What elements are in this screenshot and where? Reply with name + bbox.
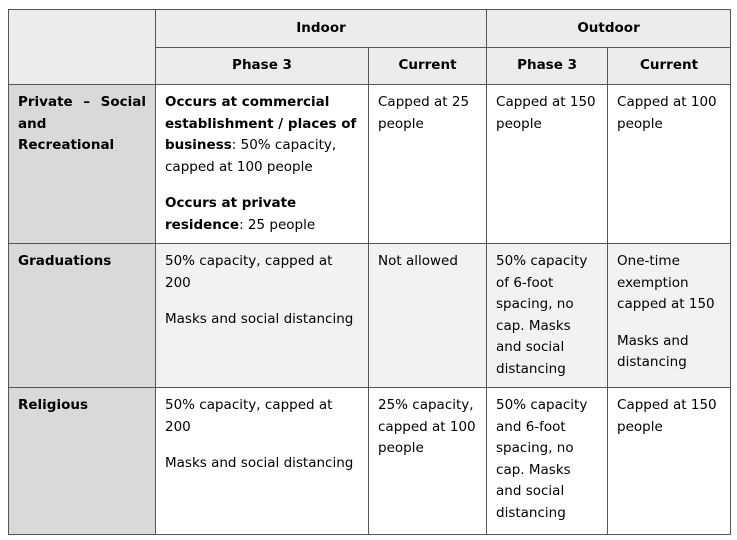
table-row: [9, 85, 731, 244]
header-corner-cell: [9, 10, 156, 85]
bold-text: Occurs at commercial establishment / places of business: [165, 94, 357, 153]
table-row: [9, 388, 731, 535]
row-label-religious: Religious: [9, 388, 156, 535]
cell-outdoor-phase3: 50% capacity of 6-foot spacing, no cap. Masks and social distancing: [487, 244, 608, 388]
cell-paragraph: One-time exemption capped at 150: [617, 253, 715, 312]
cell-outdoor-current: Capped at 100 people: [608, 85, 731, 244]
header-indoor-current: Current: [369, 48, 487, 85]
cell-indoor-phase3: [156, 85, 369, 244]
cell-outdoor-current: Capped at 150 people: [608, 388, 731, 535]
gathering-limits-table: [8, 9, 731, 535]
cell-indoor-phase3: [156, 388, 369, 535]
cell-paragraph: [165, 92, 359, 178]
cell-indoor-current: Capped at 25 people: [369, 85, 487, 244]
plain-text: : 25 people: [239, 216, 316, 233]
bold-text: Occurs at private residence: [165, 195, 297, 233]
cell-outdoor-phase3: Capped at 150 people: [487, 85, 608, 244]
row-label-graduations: Graduations: [9, 244, 156, 388]
cell-paragraph: [165, 193, 359, 236]
cell-paragraph: Masks and social distancing: [165, 455, 354, 471]
cell-paragraph: Masks and distancing: [617, 332, 689, 370]
cell-outdoor-current: [608, 244, 731, 388]
plain-text: : 50% capacity, capped at 100 people: [165, 137, 337, 175]
header-row-top: [9, 10, 731, 48]
cell-paragraph: 50% capacity, capped at 200: [165, 397, 333, 435]
table-row: [9, 244, 731, 388]
row-label-line: Private – Social: [18, 94, 146, 110]
cell-indoor-current: Not allowed: [369, 244, 487, 388]
header-outdoor: Outdoor: [487, 10, 731, 48]
cell-indoor-current: 25% capacity, capped at 100 people: [369, 388, 487, 535]
cell-indoor-phase3: [156, 244, 369, 388]
row-label-private: [9, 85, 156, 244]
cell-paragraph: Masks and social distancing: [165, 311, 354, 327]
cell-paragraph: 50% capacity, capped at 200: [165, 253, 333, 291]
header-indoor: Indoor: [156, 10, 487, 48]
row-label-line: and Recreational: [18, 115, 115, 153]
header-outdoor-current: Current: [608, 48, 731, 85]
header-outdoor-phase3: Phase 3: [487, 48, 608, 85]
header-indoor-phase3: Phase 3: [156, 48, 369, 85]
cell-outdoor-phase3: 50% capacity and 6-foot spacing, no cap. Masks and social distancing: [487, 388, 608, 535]
